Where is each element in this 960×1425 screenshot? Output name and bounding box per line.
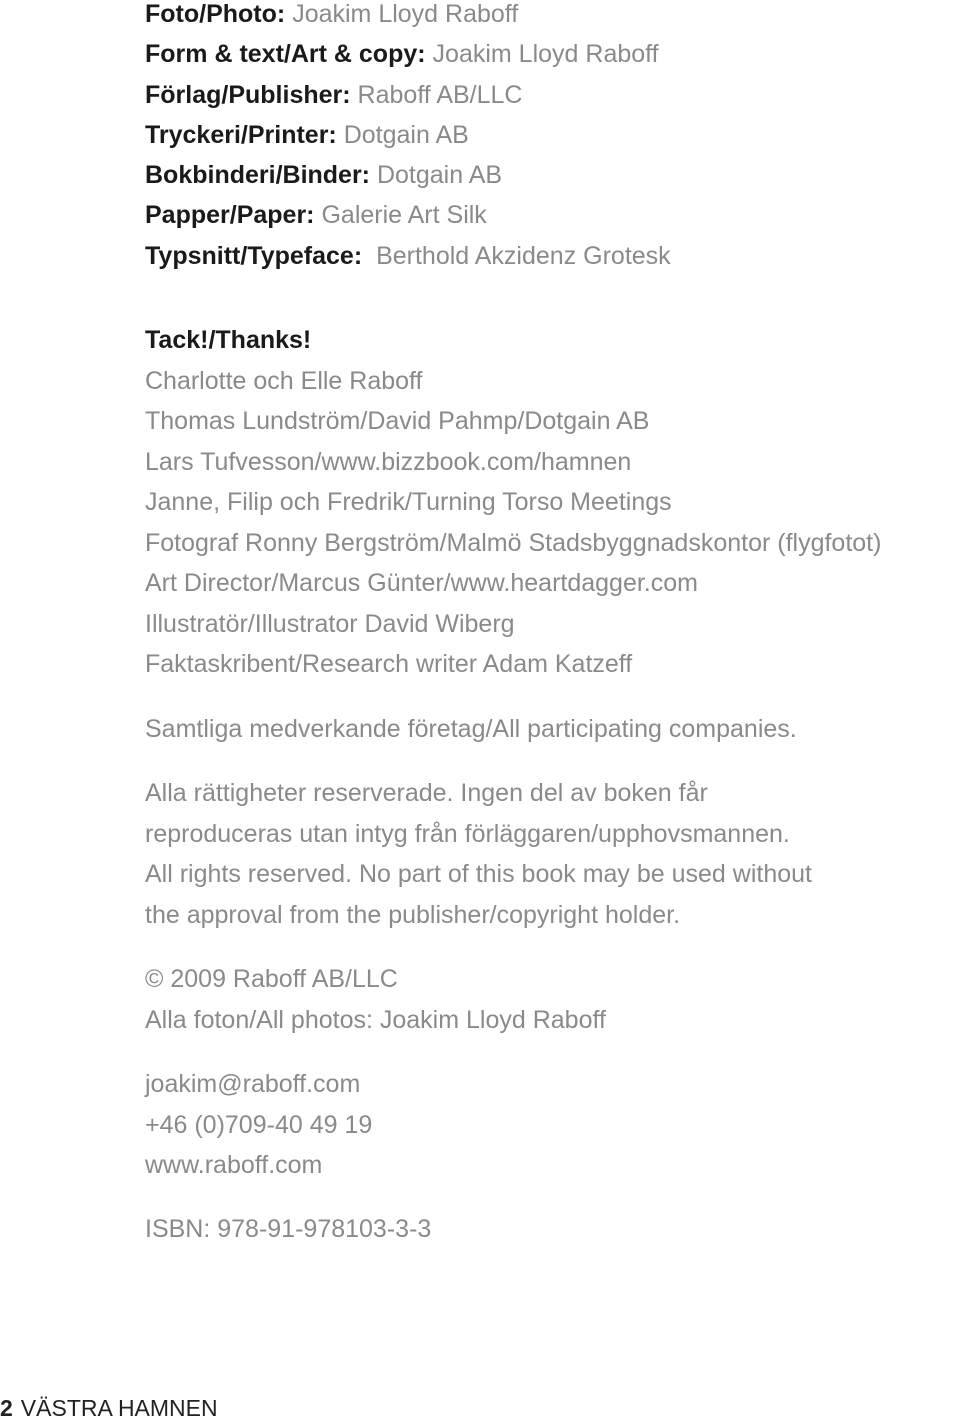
page-footer — [0, 1395, 218, 1422]
credit-value: Dotgain AB — [343, 120, 469, 149]
credit-value: Joakim Lloyd Raboff — [292, 0, 519, 28]
photos-credit-line: Alla foton/All photos: Joakim Lloyd Raboff — [145, 1005, 606, 1034]
thanks-line: Art Director/Marcus Günter/www.heartdagger.com — [145, 569, 698, 598]
thanks-line: Fotograf Ronny Bergström/Malmö Stadsbyggnadskontor (flygfotot) — [145, 528, 882, 557]
thanks-line: Charlotte och Elle Raboff — [145, 366, 423, 395]
contact-website: www.raboff.com — [145, 1151, 323, 1180]
credit-photo — [145, 0, 960, 34]
thanks-block — [145, 320, 960, 685]
rights-line: reproduceras utan intyg från förläggaren/upphovsmannen. — [145, 819, 790, 848]
credit-paper — [145, 195, 960, 235]
thanks-line: Thomas Lundström/David Pahmp/Dotgain AB — [145, 407, 650, 436]
contact-phone: +46 (0)709-40 49 19 — [145, 1110, 373, 1139]
credit-label: Form & text/Art & copy: — [145, 40, 426, 69]
credit-printer — [145, 115, 960, 155]
credit-value: Dotgain AB — [376, 161, 503, 190]
thanks-line: Janne, Filip och Fredrik/Turning Torso Meetings — [145, 488, 672, 517]
credit-value: Raboff AB/LLC — [357, 80, 523, 109]
credit-label: Foto/Photo: — [145, 0, 286, 28]
contact-block — [145, 1064, 960, 1186]
credits-block — [145, 0, 960, 276]
rights-block — [145, 773, 960, 935]
credit-value: Berthold Akzidenz Grotesk — [376, 241, 671, 270]
isbn-block — [145, 1209, 960, 1250]
credit-binder — [145, 155, 960, 195]
credit-label: Typsnitt/Typeface: — [145, 241, 363, 270]
credit-label: Papper/Paper: — [145, 201, 315, 230]
thanks-title: Tack!/Thanks! — [145, 326, 312, 355]
credit-label: Bokbinderi/Binder: — [145, 161, 371, 190]
rights-line: Alla rättigheter reserverade. Ingen del av boken får — [145, 779, 708, 808]
thanks-line: Illustratör/Illustrator David Wiberg — [145, 609, 515, 638]
rights-line: the approval from the publisher/copyright holder. — [145, 900, 681, 929]
credit-label: Förlag/Publisher: — [145, 80, 351, 109]
companies-block — [145, 709, 960, 750]
contact-email: joakim@raboff.com — [145, 1070, 361, 1099]
isbn-line: ISBN: 978-91-978103-3-3 — [145, 1214, 432, 1243]
companies-line: Samtliga medverkande företag/All participating companies. — [145, 714, 797, 743]
credit-label: Tryckeri/Printer: — [145, 120, 337, 149]
thanks-line: Faktaskribent/Research writer Adam Katzeff — [145, 650, 633, 679]
thanks-line: Lars Tufvesson/www.bizzbook.com/hamnen — [145, 447, 632, 476]
section-title: VÄSTRA HAMNEN — [20, 1395, 218, 1421]
credit-value: Galerie Art Silk — [321, 201, 487, 230]
credit-typeface — [145, 236, 960, 276]
copyright-line: © 2009 Raboff AB/LLC — [145, 965, 398, 994]
credit-art-copy — [145, 34, 960, 74]
colophon-page — [145, 0, 960, 1249]
page-number: 2 — [0, 1395, 13, 1421]
credit-value: Joakim Lloyd Raboff — [432, 40, 659, 69]
credit-publisher — [145, 75, 960, 115]
copyright-block — [145, 959, 960, 1040]
rights-line: All rights reserved. No part of this book may be used without — [145, 860, 812, 889]
